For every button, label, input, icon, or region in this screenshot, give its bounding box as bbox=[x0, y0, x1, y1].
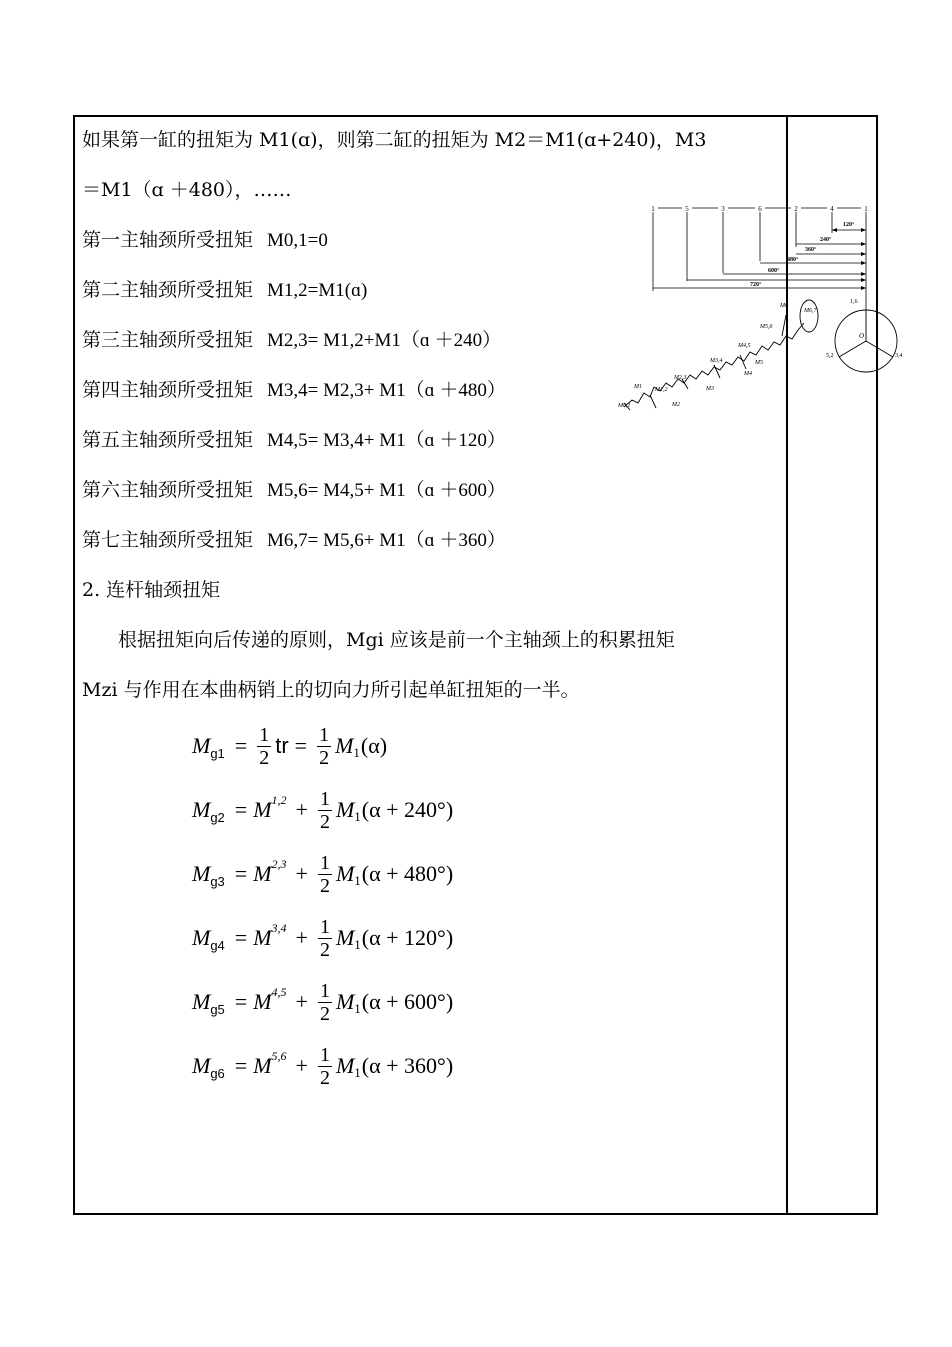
eq-plus: + bbox=[295, 797, 308, 822]
order-label: 5 bbox=[685, 205, 689, 213]
fraction-numerator: 1 bbox=[319, 915, 330, 938]
row-label: 第二主轴颈所受扭矩 bbox=[82, 279, 254, 301]
crank-circle bbox=[835, 310, 897, 372]
angle-label: 120° bbox=[843, 222, 855, 228]
moment-label: M4 bbox=[744, 371, 752, 377]
eq-lhs-symbol: M bbox=[253, 797, 272, 822]
row-formula: M6,7= M5,6+ M1（ɑ ＋360） bbox=[267, 530, 506, 551]
order-label: 4 bbox=[830, 205, 834, 213]
equation-mg1 bbox=[192, 718, 387, 774]
fraction-numerator: 1 bbox=[319, 851, 330, 874]
row-label: 第一主轴颈所受扭矩 bbox=[82, 229, 254, 251]
firing-order-labels bbox=[648, 204, 871, 213]
eq-subscript: g5 bbox=[210, 1001, 225, 1017]
moment-label: M2,3 bbox=[674, 375, 687, 381]
intro-line-2: ＝M1（ɑ ＋480），…… bbox=[82, 179, 292, 201]
fraction-denominator: 2 bbox=[319, 874, 330, 897]
eq-equals: = bbox=[234, 797, 248, 822]
fraction bbox=[318, 788, 332, 833]
eq-symbol: M bbox=[192, 733, 211, 758]
crank-label: 5,2 bbox=[826, 353, 834, 359]
moment-label: M5 bbox=[755, 360, 763, 366]
torque-row bbox=[82, 328, 501, 353]
fraction-denominator: 2 bbox=[259, 746, 270, 769]
eq-rhs-symbol: M bbox=[335, 925, 355, 950]
fraction bbox=[317, 724, 331, 769]
eq-plus: + bbox=[295, 861, 308, 886]
eq-plus: + bbox=[295, 925, 308, 950]
order-label: 1 bbox=[651, 205, 655, 213]
eq-rhs-symbol: M bbox=[335, 1053, 355, 1078]
paragraph-line-1: 根据扭矩向后传递的原则，Mgi 应该是前一个主轴颈上的积累扭矩 bbox=[118, 629, 675, 651]
crank-label: 3,4 bbox=[895, 353, 903, 359]
fraction-numerator: 1 bbox=[319, 1043, 330, 1066]
eq-subscript: g1 bbox=[210, 745, 225, 761]
torque-row bbox=[82, 428, 506, 453]
moment-label: M3 bbox=[706, 386, 714, 392]
eq-superscript: 2,3 bbox=[271, 856, 287, 871]
eq-superscript: 4,5 bbox=[271, 984, 287, 999]
eq-superscript: 5,6 bbox=[271, 1048, 287, 1063]
order-label: 3 bbox=[721, 205, 725, 213]
fraction bbox=[318, 1044, 332, 1089]
eq-equals: = bbox=[234, 925, 248, 950]
fraction bbox=[318, 852, 332, 897]
eq-equals: = bbox=[294, 733, 308, 758]
torque-row bbox=[82, 278, 367, 303]
eq-argument: (α) bbox=[360, 733, 388, 758]
eq-equals: = bbox=[234, 861, 248, 886]
angle-labels bbox=[750, 221, 855, 288]
eq-rhs-subscript: 1 bbox=[354, 1001, 361, 1016]
eq-subscript: g3 bbox=[210, 873, 225, 889]
crank-label: 1,6 bbox=[850, 299, 858, 305]
angle-label: 360° bbox=[805, 247, 817, 253]
torque-diagram bbox=[610, 195, 910, 425]
eq-lhs-symbol: M bbox=[253, 1053, 272, 1078]
moment-label: M1 bbox=[634, 384, 642, 390]
row-formula: M1,2=M1(ɑ) bbox=[267, 280, 368, 301]
eq-lhs-symbol: M bbox=[253, 925, 272, 950]
eq-superscript: 1,2 bbox=[271, 792, 287, 807]
order-label: 6 bbox=[758, 205, 762, 213]
row-label: 第七主轴颈所受扭矩 bbox=[82, 529, 254, 551]
eq-superscript: 3,4 bbox=[271, 920, 287, 935]
fraction bbox=[257, 724, 271, 769]
fraction-numerator: 1 bbox=[319, 979, 330, 1002]
eq-lhs-symbol: M bbox=[253, 989, 272, 1014]
torque-sketch bbox=[624, 300, 818, 410]
eq-plus: + bbox=[295, 1053, 308, 1078]
fraction-denominator: 2 bbox=[319, 810, 330, 833]
eq-tr: tr bbox=[275, 733, 289, 758]
eq-rhs-symbol: M bbox=[335, 797, 355, 822]
eq-subscript: g4 bbox=[210, 937, 225, 953]
eq-symbol: M bbox=[192, 1053, 211, 1078]
eq-argument: (α + 240°) bbox=[361, 797, 454, 822]
eq-rhs-symbol: M bbox=[335, 989, 355, 1014]
angle-label: 600° bbox=[768, 268, 780, 274]
moment-label: M3,4 bbox=[710, 358, 723, 364]
fraction-denominator: 2 bbox=[319, 1066, 330, 1089]
eq-subscript: g2 bbox=[210, 809, 225, 825]
equation-mg4 bbox=[192, 910, 453, 966]
moment-label: M2 bbox=[672, 402, 680, 408]
torque-row bbox=[82, 378, 506, 403]
eq-symbol: M bbox=[192, 925, 211, 950]
equation-mg5 bbox=[192, 974, 453, 1030]
row-formula: M4,5= M3,4+ M1（ɑ ＋120） bbox=[267, 430, 506, 451]
eq-argument: (α + 120°) bbox=[361, 925, 454, 950]
equation-mg3 bbox=[192, 846, 453, 902]
torque-row bbox=[82, 228, 328, 253]
eq-lhs-symbol: M bbox=[253, 861, 272, 886]
paragraph-line-2: Mzi 与作用在本曲柄销上的切向力所引起单缸扭矩的一半。 bbox=[82, 679, 580, 701]
moment-label: M1,2 bbox=[655, 387, 668, 393]
row-formula: M5,6= M4,5+ M1（ɑ ＋600） bbox=[267, 480, 506, 501]
angle-label: 240° bbox=[820, 237, 832, 243]
fraction-numerator: 1 bbox=[319, 723, 330, 746]
row-label: 第五主轴颈所受扭矩 bbox=[82, 429, 254, 451]
moment-label: M0,1 bbox=[618, 403, 631, 409]
eq-rhs-subscript: 1 bbox=[354, 937, 361, 952]
row-label: 第六主轴颈所受扭矩 bbox=[82, 479, 254, 501]
eq-rhs-symbol: M bbox=[335, 861, 355, 886]
eq-plus: + bbox=[295, 989, 308, 1014]
fraction bbox=[318, 980, 332, 1025]
eq-symbol: M bbox=[192, 861, 211, 886]
eq-rhs-subscript: 1 bbox=[353, 745, 360, 760]
fraction-numerator: 1 bbox=[319, 787, 330, 810]
row-label: 第三主轴颈所受扭矩 bbox=[82, 329, 254, 351]
equation-mg2 bbox=[192, 782, 453, 838]
moment-label: M6,7 bbox=[804, 308, 817, 314]
eq-equals: = bbox=[234, 733, 248, 758]
crank-label: O bbox=[859, 332, 865, 340]
row-formula: M3,4= M2,3+ M1（ɑ ＋480） bbox=[267, 380, 506, 401]
equation-mg6 bbox=[192, 1038, 453, 1094]
eq-equals: = bbox=[234, 989, 248, 1014]
intro-line-1: 如果第一缸的扭矩为 M1(ɑ)，则第二缸的扭矩为 M2＝M1(ɑ+240)，M3 bbox=[82, 129, 707, 151]
angle-label: 480° bbox=[787, 257, 799, 263]
fraction-denominator: 2 bbox=[319, 1002, 330, 1025]
fraction-denominator: 2 bbox=[319, 938, 330, 961]
moment-label: M5,6 bbox=[760, 324, 773, 330]
torque-row bbox=[82, 478, 506, 503]
order-label: 1 bbox=[864, 205, 868, 213]
angle-label: 720° bbox=[750, 282, 762, 288]
eq-argument: (α + 360°) bbox=[361, 1053, 454, 1078]
eq-argument: (α + 600°) bbox=[361, 989, 454, 1014]
eq-symbol: M bbox=[192, 797, 211, 822]
eq-rhs-symbol: M bbox=[335, 733, 354, 758]
row-formula: M2,3= M1,2+M1（ɑ ＋240） bbox=[267, 330, 502, 351]
moment-label: M4,5 bbox=[738, 343, 751, 349]
angle-dimension-arrows bbox=[832, 228, 866, 290]
moment-label: M6 bbox=[780, 303, 788, 309]
eq-argument: (α + 480°) bbox=[361, 861, 454, 886]
eq-rhs-subscript: 1 bbox=[354, 1065, 361, 1080]
eq-symbol: M bbox=[192, 989, 211, 1014]
eq-equals: = bbox=[234, 1053, 248, 1078]
order-label: 2 bbox=[794, 205, 798, 213]
fraction-numerator: 1 bbox=[259, 723, 270, 746]
eq-subscript: g6 bbox=[210, 1065, 225, 1081]
eq-rhs-subscript: 1 bbox=[354, 873, 361, 888]
section-heading: 2. 连杆轴颈扭矩 bbox=[82, 579, 221, 601]
torque-row bbox=[82, 528, 506, 553]
eq-rhs-subscript: 1 bbox=[354, 809, 361, 824]
moment-labels bbox=[617, 303, 817, 409]
angle-dimension-lines bbox=[653, 212, 866, 310]
row-formula: M0,1=0 bbox=[267, 230, 328, 251]
row-label: 第四主轴颈所受扭矩 bbox=[82, 379, 254, 401]
fraction-denominator: 2 bbox=[319, 746, 330, 769]
fraction bbox=[318, 916, 332, 961]
